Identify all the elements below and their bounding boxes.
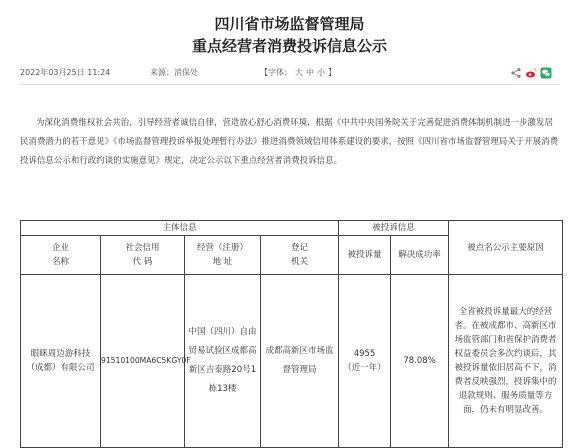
col-header-registry: 登记 机关 [261,236,339,275]
font-small-link[interactable]: 小 [317,68,325,77]
cell-rate: 78.08% [391,275,449,448]
page-title-line2: 重点经营者消费投诉信息公示 [191,37,387,55]
publish-date: 2022年03月25日 11:24 [20,68,111,77]
col-header-address: 经营（注册） 地 址 [185,236,261,275]
font-large-link[interactable]: 大 [295,68,303,77]
col-header-rate: 解决成功率 [391,236,449,275]
table-row [21,275,563,448]
cell-count: 4955 （近一年） [339,275,391,448]
font-medium-link[interactable]: 中 [306,68,314,77]
cell-address: 中国（四川）自由贸易试验区成都高新区吉泰路20号1栋13楼 [185,275,261,448]
page-title-line1: 四川省市场监督管理局 [214,15,365,33]
cell-reason: 全省被投诉量最大的经营者。在被成都市、高新区市场监管部门和省保护消费者权益委员会多次约谈后，其被投诉量依旧居高不下，消费者反映强烈，投诉集中的退款规则、服务质量等方面，仍未有明显改善。 [449,275,563,448]
col-header-count: 被投诉量 [339,236,391,275]
col-header-company: 企业 名称 [21,236,101,275]
cell-company: 眼眯周边游科技（成都）有限公司 [21,275,101,448]
share-bar [510,67,552,79]
col-header-reason: 被点名公示主要原因 [449,221,563,275]
weibo-icon[interactable] [525,67,537,79]
meta-divider [20,84,560,85]
col-header-credit-code: 社会信用 代 码 [101,236,185,275]
font-label: 【字体： [260,68,292,77]
complaint-info-table [20,220,563,448]
font-label-end: 】 [328,68,336,77]
font-size-control [260,64,339,82]
wechat-icon[interactable] [540,67,552,79]
article-meta [20,64,560,82]
group-header-subject: 主体信息 [21,221,339,236]
intro-paragraph: 为深化消费维权社会共治，引导经营者诚信自律，营造放心舒心消费环境，根据《中共中央国务院关于完善促进消费体制机制进一步激发居民消费潜力的若干意见》《市场监督管理投诉举报处理暂行办法》推进消费领域信用体系建设的要求，按照《四川省市场监督管理局关于开展消费投诉信息公示和行政约谈的实施意见》规定，决定公示以下重点经营者消费投诉信息。 [20,117,559,165]
article-source: 来源：消保处 [150,68,198,77]
share-icon[interactable] [510,67,522,79]
cell-registry: 成都高新区市场监督管理局 [261,275,339,448]
group-header-complaint: 被投诉信息 [339,221,449,236]
cell-credit-code: 91510100MA6C5KGY0F [101,275,185,448]
